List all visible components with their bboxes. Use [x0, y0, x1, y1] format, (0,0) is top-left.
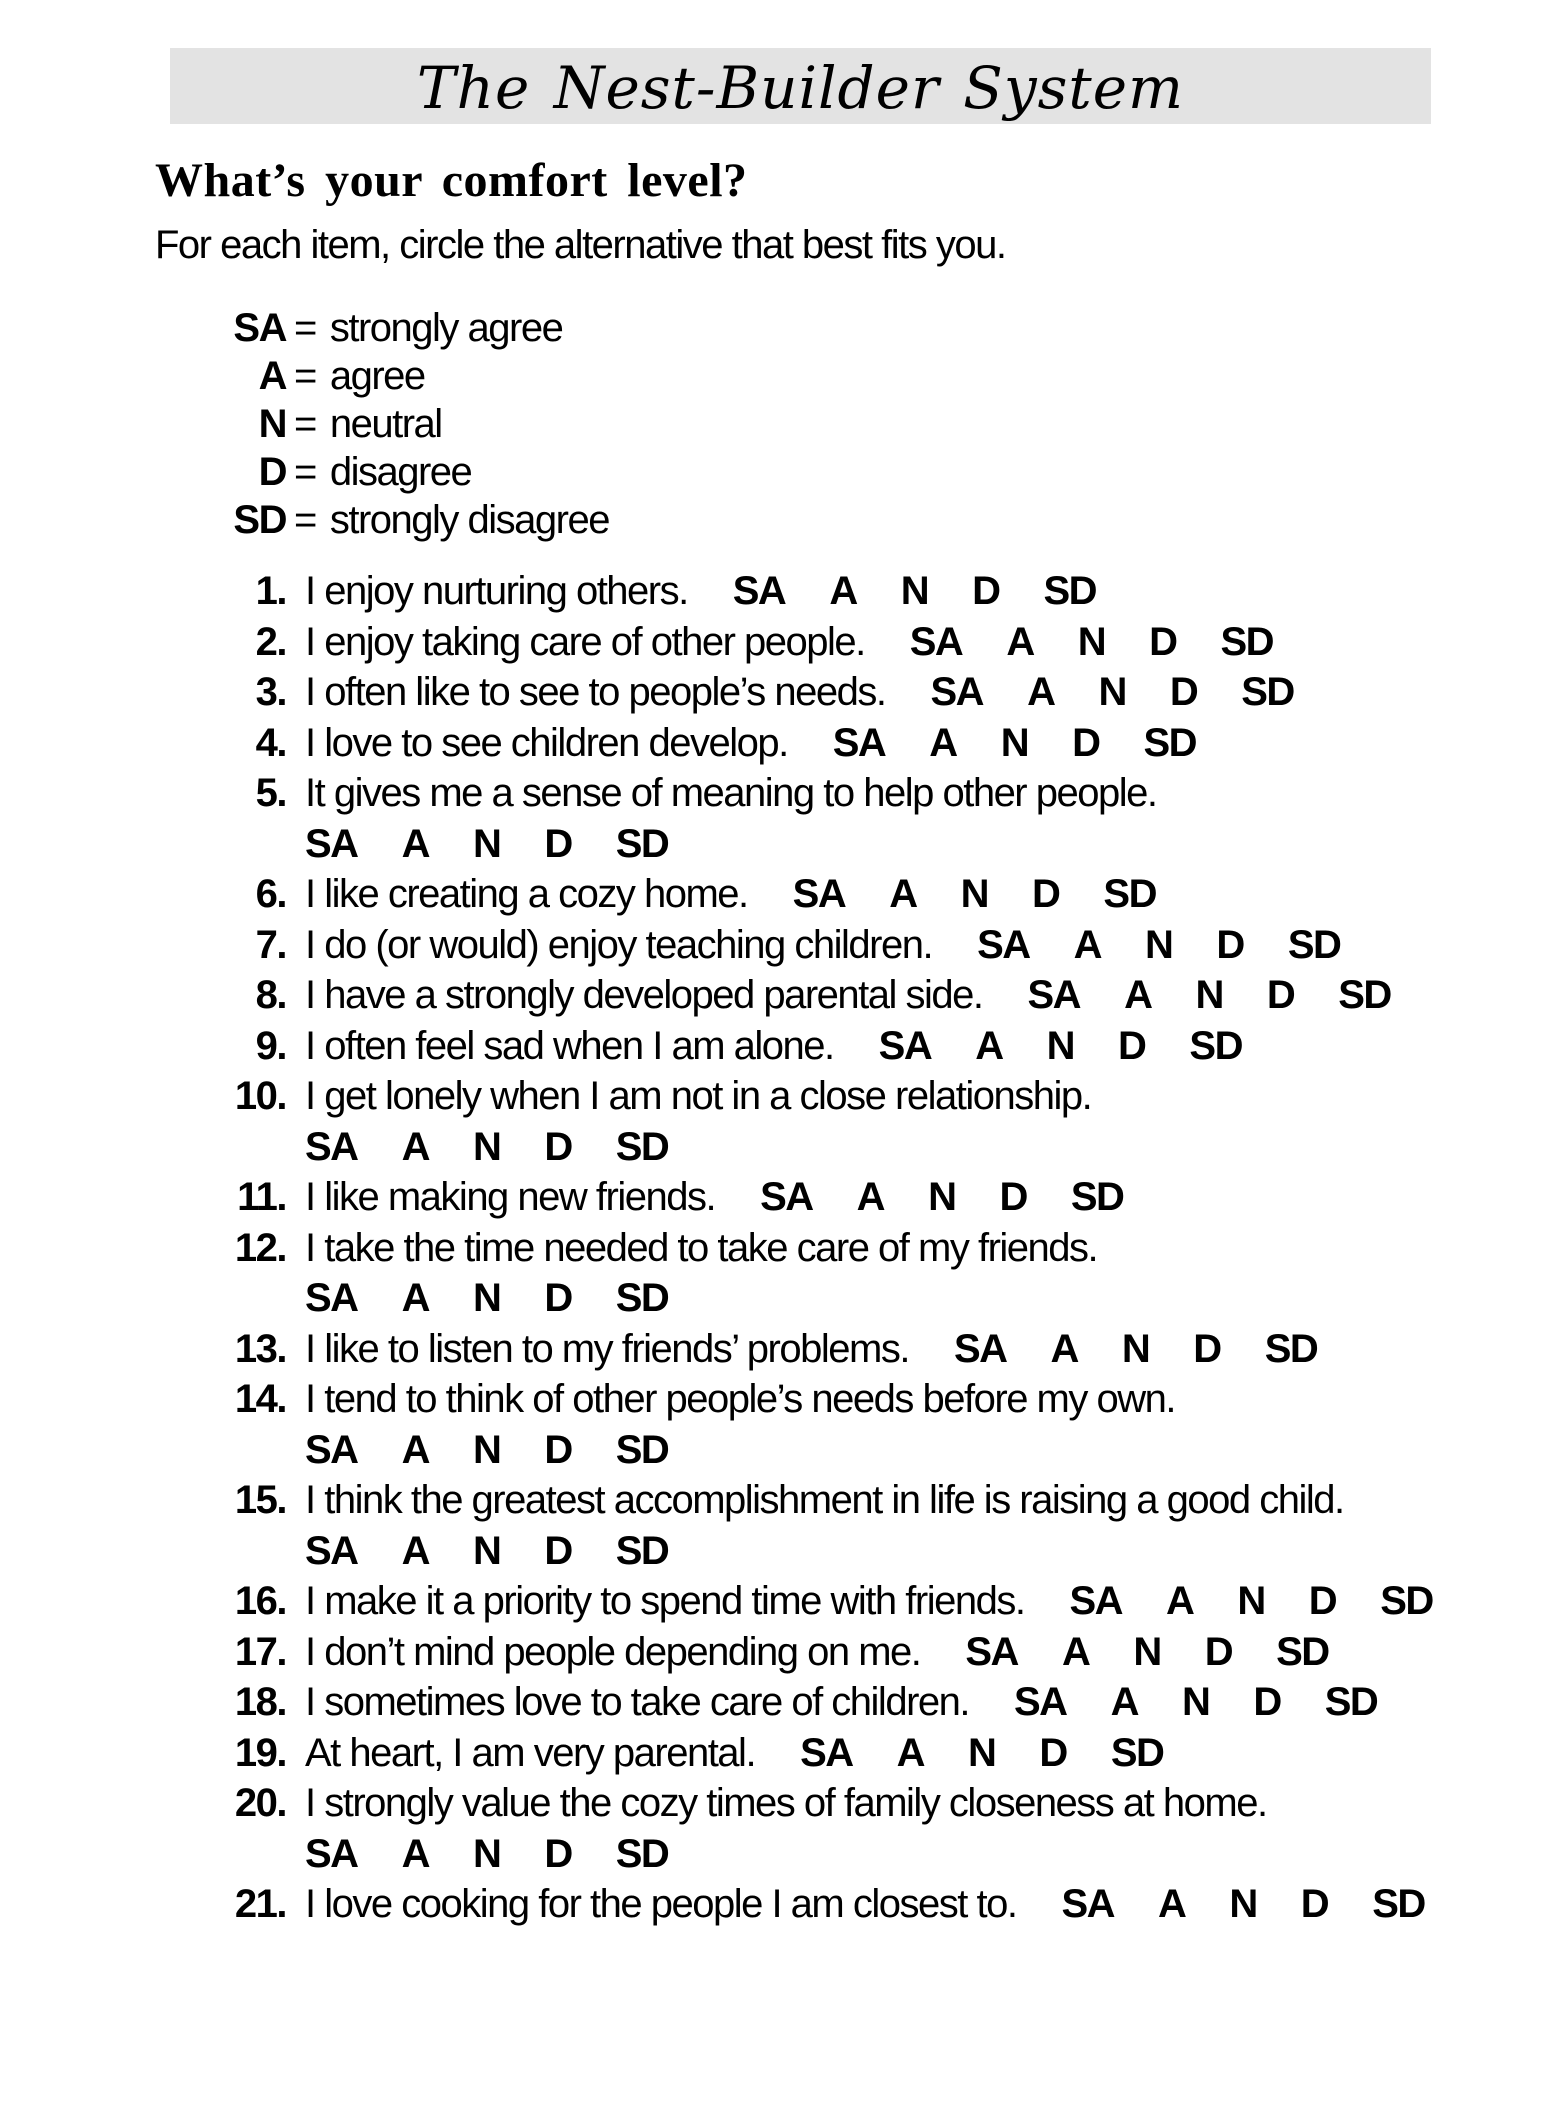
item-content	[305, 1579, 1433, 1623]
rating-option-sa[interactable]: SA	[977, 922, 1030, 967]
rating-option-a[interactable]: A	[1110, 1680, 1138, 1724]
rating-option-sd[interactable]: SD	[1338, 973, 1391, 1017]
item-content	[305, 1175, 1123, 1219]
item-number: 19.	[234, 1730, 286, 1775]
item-row	[155, 1728, 1559, 1779]
rating-option-sd[interactable]: SD	[1110, 1730, 1164, 1775]
item-content	[305, 1529, 668, 1573]
rating-option-sa[interactable]: SA	[732, 569, 786, 613]
item-number: 17.	[234, 1629, 286, 1674]
rating-option-a[interactable]: A	[401, 1528, 429, 1573]
item-content	[305, 1024, 1242, 1068]
rating-option-d[interactable]: D	[1300, 1882, 1329, 1926]
rating-option-a[interactable]: A	[1166, 1579, 1194, 1623]
rating-option-n[interactable]: N	[472, 1276, 501, 1320]
rating-option-d[interactable]: D	[1032, 872, 1060, 916]
legend-meaning: disagree	[329, 450, 472, 494]
rating-option-sa[interactable]: SA	[953, 1326, 1007, 1371]
item-content	[305, 1276, 668, 1320]
rating-group	[305, 1125, 668, 1169]
rating-group	[305, 822, 668, 866]
rating-option-n[interactable]: N	[1000, 720, 1029, 765]
rating-option-sa[interactable]: SA	[965, 1629, 1018, 1674]
item-text: I like to listen to my friends’ problems.	[305, 1326, 909, 1371]
rating-option-a[interactable]: A	[1158, 1882, 1186, 1926]
rating-option-sa[interactable]: SA	[305, 1427, 358, 1472]
rating-group	[733, 569, 1096, 613]
rating-group	[305, 1276, 668, 1320]
item-number: 7.	[255, 922, 286, 967]
item-content	[305, 973, 1391, 1017]
rating-group	[1061, 1882, 1424, 1926]
item-text: I enjoy taking care of other people.	[305, 619, 865, 664]
item-number: 14.	[234, 1377, 286, 1421]
item-text: I take the time needed to take care of my friends.	[305, 1225, 1098, 1270]
rating-option-d[interactable]: D	[1072, 720, 1100, 765]
rating-option-d[interactable]: D	[999, 1175, 1027, 1219]
legend-row	[155, 304, 1559, 352]
item-content	[305, 620, 1273, 664]
item-number: 20.	[234, 1781, 286, 1825]
rating-group	[930, 670, 1293, 714]
item-rating-row	[155, 1425, 1559, 1476]
item-rating-row	[155, 819, 1559, 870]
rating-option-sa[interactable]: SA	[1027, 973, 1081, 1017]
rating-option-d[interactable]: D	[1253, 1680, 1281, 1724]
page-heading: What’s your comfort level?	[155, 154, 748, 207]
item-text: I get lonely when I am not in a close relationship.	[305, 1074, 1092, 1118]
rating-group	[800, 1731, 1163, 1775]
rating-option-a[interactable]: A	[401, 1427, 429, 1472]
item-text: I like creating a cozy home.	[305, 872, 748, 916]
rating-option-d[interactable]: D	[1169, 670, 1198, 714]
item-content	[305, 1478, 1344, 1522]
rating-option-d[interactable]: D	[1149, 619, 1177, 664]
item-content	[305, 1226, 1097, 1270]
rating-option-sd[interactable]: SD	[1070, 1175, 1124, 1219]
rating-option-sa[interactable]: SA	[792, 872, 846, 916]
rating-group	[977, 923, 1340, 967]
item-text: I often like to see to people’s needs.	[305, 670, 886, 714]
item-number: 10.	[234, 1074, 286, 1118]
item-number: 2.	[255, 619, 286, 664]
legend-equals-sign: =	[294, 498, 316, 542]
item-text: I have a strongly developed parental side.	[305, 973, 983, 1017]
questionnaire-page	[0, 48, 1559, 2108]
item-row	[155, 566, 1559, 617]
rating-option-sd[interactable]: SD	[1380, 1579, 1433, 1623]
rating-option-a[interactable]: A	[896, 1730, 925, 1775]
rating-option-n[interactable]: N	[472, 1427, 501, 1472]
item-row	[155, 1879, 1559, 1930]
rating-option-a[interactable]: A	[1006, 619, 1034, 664]
rating-option-d[interactable]: D	[544, 821, 572, 866]
item-content	[305, 923, 1340, 967]
item-number: 3.	[255, 670, 286, 714]
item-content	[305, 1074, 1091, 1118]
item-row	[155, 1021, 1559, 1072]
rating-option-sd[interactable]: SD	[1264, 1326, 1318, 1371]
item-text: It gives me a sense of meaning to help other people.	[305, 771, 1157, 815]
item-number: 5.	[255, 771, 286, 815]
rating-group	[1028, 973, 1391, 1017]
rating-option-sd[interactable]: SD	[1287, 922, 1341, 967]
rating-option-n[interactable]: N	[1229, 1882, 1257, 1926]
rating-option-d[interactable]: D	[1193, 1326, 1221, 1371]
rating-option-d[interactable]: D	[544, 1124, 572, 1169]
legend-meaning: agree	[329, 354, 425, 398]
rating-group	[954, 1327, 1317, 1371]
item-content	[305, 1882, 1425, 1926]
item-content	[305, 1630, 1329, 1674]
legend-label: SA	[233, 306, 286, 350]
rating-option-sd[interactable]: SD	[1189, 1023, 1242, 1068]
items-list	[155, 566, 1559, 1930]
rating-option-sa[interactable]: SA	[832, 720, 886, 765]
rating-option-n[interactable]: N	[1098, 670, 1126, 714]
rating-option-sa[interactable]: SA	[305, 821, 358, 866]
banner	[170, 48, 1431, 124]
legend-equals-sign: =	[294, 354, 316, 398]
legend-row	[155, 400, 1559, 448]
rating-group	[793, 872, 1156, 916]
rating-option-sa[interactable]: SA	[800, 1730, 853, 1775]
item-text: I don’t mind people depending on me.	[305, 1629, 921, 1674]
item-content	[305, 670, 1294, 714]
legend-label: D	[258, 450, 286, 494]
rating-option-d[interactable]: D	[1204, 1629, 1233, 1674]
legend-row	[155, 448, 1559, 496]
rating-option-n[interactable]: N	[1133, 1629, 1161, 1674]
rating-option-a[interactable]: A	[401, 821, 429, 866]
rating-option-sd[interactable]: SD	[1276, 1629, 1329, 1674]
item-rating-row	[155, 1829, 1559, 1880]
legend-row	[155, 352, 1559, 400]
rating-option-sd[interactable]: SD	[1372, 1882, 1425, 1926]
legend-equals-sign: =	[294, 402, 316, 446]
item-content	[305, 822, 668, 866]
rating-option-sa[interactable]: SA	[305, 1528, 358, 1573]
rating-option-sd[interactable]: SD	[1241, 670, 1294, 714]
rating-option-a[interactable]: A	[401, 1831, 429, 1876]
item-content	[305, 1125, 668, 1169]
legend-meaning: neutral	[329, 402, 442, 446]
item-text: At heart, I am very parental.	[305, 1730, 756, 1775]
item-text: I often feel sad when I am alone.	[305, 1023, 834, 1068]
rating-group	[305, 1428, 668, 1472]
rating-option-n[interactable]: N	[968, 1730, 996, 1775]
item-row	[155, 1576, 1559, 1627]
rating-option-sa[interactable]: SA	[760, 1175, 813, 1219]
rating-option-sa[interactable]: SA	[305, 1276, 358, 1320]
item-row	[155, 1778, 1559, 1829]
rating-option-n[interactable]: N	[1181, 1680, 1210, 1724]
item-content	[305, 1832, 668, 1876]
rating-option-d[interactable]: D	[1308, 1579, 1337, 1623]
rating-option-a[interactable]: A	[889, 872, 917, 916]
rating-group	[965, 1630, 1328, 1674]
item-row	[155, 1627, 1559, 1678]
rating-option-sd[interactable]: SD	[1103, 872, 1156, 916]
rating-option-sd[interactable]: SD	[615, 1528, 669, 1573]
item-row	[155, 1475, 1559, 1526]
rating-option-d[interactable]: D	[544, 1427, 572, 1472]
rating-option-n[interactable]: N	[472, 1124, 501, 1169]
rating-option-a[interactable]: A	[929, 720, 957, 765]
rating-option-d[interactable]: D	[544, 1831, 572, 1876]
item-text: I make it a priority to spend time with friends.	[305, 1579, 1025, 1623]
rating-option-sd[interactable]: SD	[615, 1124, 669, 1169]
rating-option-a[interactable]: A	[401, 1276, 429, 1320]
item-row	[155, 970, 1559, 1021]
item-number: 13.	[234, 1326, 286, 1371]
rating-option-sa[interactable]: SA	[1069, 1579, 1123, 1623]
rating-option-a[interactable]: A	[856, 1175, 885, 1219]
rating-group	[879, 1024, 1242, 1068]
rating-option-n[interactable]: N	[1195, 973, 1223, 1017]
item-row	[155, 768, 1559, 819]
item-number: 9.	[255, 1023, 286, 1068]
rating-option-d[interactable]: D	[1039, 1730, 1067, 1775]
rating-option-sa[interactable]: SA	[1061, 1882, 1115, 1926]
rating-option-sd[interactable]: SD	[1324, 1680, 1378, 1724]
item-number: 18.	[234, 1680, 286, 1724]
rating-group	[305, 1529, 668, 1573]
rating-option-sd[interactable]: SD	[615, 821, 669, 866]
rating-option-sd[interactable]: SD	[1220, 619, 1274, 664]
rating-option-sa[interactable]: SA	[1014, 1680, 1067, 1724]
rating-option-n[interactable]: N	[960, 872, 989, 916]
rating-option-n[interactable]: N	[472, 1528, 501, 1573]
item-row	[155, 1223, 1559, 1274]
rating-option-sd[interactable]: SD	[1043, 569, 1097, 613]
rating-option-a[interactable]: A	[401, 1124, 429, 1169]
rating-option-sa[interactable]: SA	[305, 1831, 358, 1876]
item-text: I like making new friends.	[305, 1175, 716, 1219]
instruction-text: For each item, circle the alternative that best fits you.	[155, 223, 1006, 267]
rating-option-d[interactable]: D	[544, 1528, 572, 1573]
rating-option-n[interactable]: N	[472, 1831, 501, 1876]
item-content	[305, 1428, 668, 1472]
rating-group	[1069, 1579, 1432, 1623]
rating-option-n[interactable]: N	[928, 1175, 956, 1219]
item-content	[305, 721, 1196, 765]
item-row	[155, 920, 1559, 971]
rating-option-sd[interactable]: SD	[1143, 720, 1197, 765]
rating-option-sa[interactable]: SA	[909, 619, 963, 664]
legend-row	[155, 496, 1559, 544]
item-text: I sometimes love to take care of children.	[305, 1680, 969, 1724]
item-text: I think the greatest accomplishment in life is raising a good child.	[305, 1478, 1344, 1522]
item-row	[155, 1324, 1559, 1375]
item-rating-row	[155, 1526, 1559, 1577]
rating-option-d[interactable]: D	[544, 1276, 572, 1320]
rating-group	[833, 721, 1196, 765]
legend-label: A	[258, 354, 286, 398]
rating-option-a[interactable]: A	[1061, 1629, 1090, 1674]
item-rating-row	[155, 1122, 1559, 1173]
item-row	[155, 869, 1559, 920]
legend-label: N	[258, 402, 286, 446]
item-content	[305, 1781, 1267, 1825]
rating-option-a[interactable]: A	[1027, 670, 1055, 714]
item-number: 6.	[255, 872, 286, 916]
item-number: 11.	[237, 1175, 286, 1219]
rating-option-n[interactable]: N	[1121, 1326, 1150, 1371]
item-row	[155, 1071, 1559, 1122]
rating-option-n[interactable]: N	[472, 821, 501, 866]
rating-option-sd[interactable]: SD	[615, 1276, 669, 1320]
item-number: 21.	[234, 1882, 286, 1926]
rating-option-d[interactable]: D	[1118, 1023, 1146, 1068]
rating-option-a[interactable]: A	[1073, 922, 1102, 967]
rating-option-a[interactable]: A	[1124, 973, 1152, 1017]
rating-option-n[interactable]: N	[1145, 922, 1173, 967]
rating-option-a[interactable]: A	[1050, 1326, 1078, 1371]
item-content	[305, 872, 1156, 916]
legend-equals-sign: =	[294, 306, 316, 350]
item-text: I love to see children develop.	[305, 720, 788, 765]
item-text: I love cooking for the people I am closest to.	[305, 1882, 1017, 1926]
rating-option-n[interactable]: N	[1237, 1579, 1265, 1623]
rating-option-sd[interactable]: SD	[615, 1427, 669, 1472]
item-number: 16.	[234, 1579, 286, 1623]
rating-option-n[interactable]: N	[1046, 1023, 1075, 1068]
item-row	[155, 1172, 1559, 1223]
rating-group	[910, 620, 1273, 664]
item-content	[305, 1680, 1377, 1724]
item-number: 4.	[255, 720, 286, 765]
item-row	[155, 667, 1559, 718]
legend-meaning: strongly agree	[329, 306, 563, 350]
legend-equals-sign: =	[294, 450, 316, 494]
rating-option-n[interactable]: N	[900, 569, 929, 613]
item-rating-row	[155, 1273, 1559, 1324]
item-number: 8.	[255, 973, 286, 1017]
rating-group	[1014, 1680, 1377, 1724]
rating-option-sa[interactable]: SA	[305, 1124, 358, 1169]
rating-group	[305, 1832, 668, 1876]
item-text: I do (or would) enjoy teaching children.	[305, 922, 933, 967]
item-content	[305, 1731, 1163, 1775]
rating-option-d[interactable]: D	[972, 569, 1000, 613]
rating-option-d[interactable]: D	[1216, 922, 1244, 967]
rating-option-d[interactable]: D	[1266, 973, 1295, 1017]
item-number: 12.	[234, 1225, 286, 1270]
legend	[155, 304, 1559, 544]
item-content	[305, 1327, 1317, 1371]
item-content	[305, 771, 1156, 815]
rating-option-a[interactable]: A	[829, 569, 857, 613]
item-row	[155, 718, 1559, 769]
item-text: I enjoy nurturing others.	[305, 569, 688, 613]
rating-option-sa[interactable]: SA	[878, 1023, 932, 1068]
item-number: 1.	[255, 569, 286, 613]
banner-title: The Nest-Builder System	[416, 54, 1185, 122]
legend-meaning: strongly disagree	[329, 498, 609, 542]
item-row	[155, 617, 1559, 668]
rating-option-sa[interactable]: SA	[930, 670, 984, 714]
item-content	[305, 1377, 1175, 1421]
item-number: 15.	[234, 1478, 286, 1522]
rating-option-a[interactable]: A	[975, 1023, 1003, 1068]
rating-option-n[interactable]: N	[1077, 619, 1106, 664]
legend-label: SD	[233, 498, 286, 542]
rating-option-sd[interactable]: SD	[615, 1831, 669, 1876]
item-row	[155, 1677, 1559, 1728]
item-row	[155, 1374, 1559, 1425]
item-content	[305, 569, 1096, 613]
item-text: I tend to think of other people’s needs before my own.	[305, 1377, 1175, 1421]
rating-group	[760, 1175, 1123, 1219]
item-text: I strongly value the cozy times of family closeness at home.	[305, 1781, 1267, 1825]
